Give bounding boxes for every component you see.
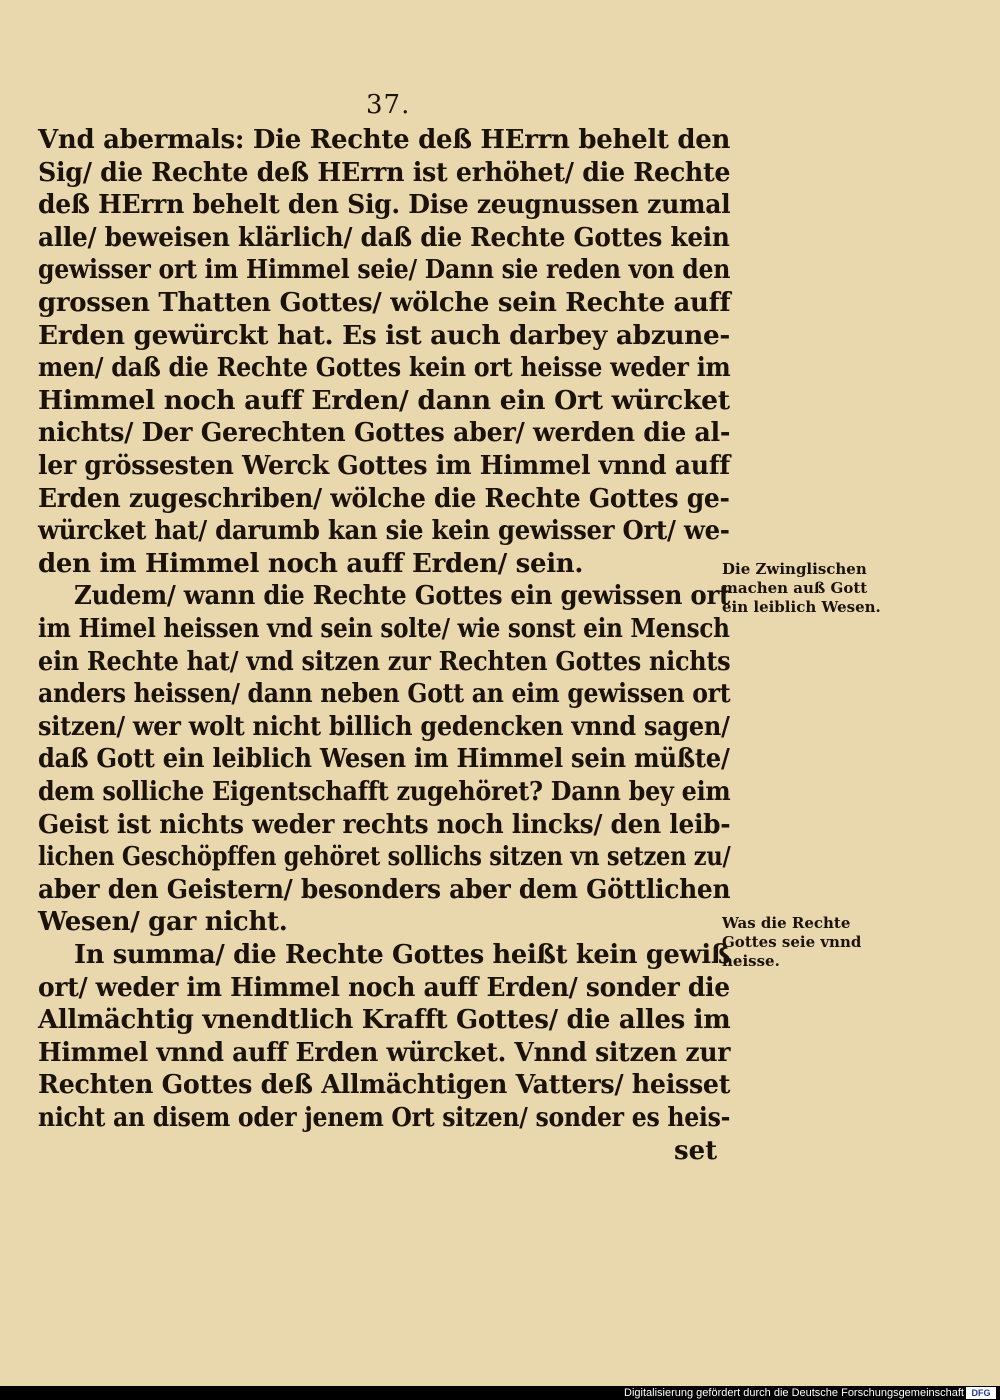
text-line: im Himel heissen vnd sein solte/ wie sonst ein Mensch [38,614,730,644]
text-line: men/ daß die Rechte Gottes kein ort heisse weder im [38,353,731,383]
text-line: aber den Geistern/ besonders aber dem Göttlichen [38,875,731,905]
text-line: Geist ist nichts weder rechts noch lincks/ den leib- [38,810,731,840]
text-line: ein Rechte hat/ vnd sitzen zur Rechten Gottes nichts [38,647,731,677]
text-line: Vnd abermals: Die Rechte deß HErrn behelt den [38,125,731,155]
text-line: anders heissen/ dann neben Gott an eim gewissen ort [38,679,731,709]
marginal-note-zwinglians [722,560,881,617]
marginal-note-line: machen auß Gott [722,579,868,597]
text-line: Sig/ die Rechte deß HErrn ist erhöhet/ die Rechte [38,158,731,188]
text-line: Erden gewürckt hat. Es ist auch darbey abzune- [38,321,731,351]
text-line: dem solliche Eigentschafft zugehöret? Dann bey eim [38,777,731,807]
text-line: Himmel vnnd auff Erden würcket. Vnnd sitzen zur [38,1038,731,1068]
text-line: Rechten Gottes deß Allmächtigen Vatters/ heisset [38,1070,731,1100]
marginal-note-line: ein leiblich Wesen. [722,598,881,616]
marginal-note-line: Was die Rechte [722,914,851,932]
text-line: ort/ weder im Himmel noch auff Erden/ sonder die [38,973,730,1003]
text-line: Himmel noch auff Erden/ dann ein Ort würcket [38,386,730,416]
text-line: lichen Geschöpffen gehöret sollichs sitzen vn setzen zu/ [38,842,731,872]
text-line: Erden zugeschriben/ wölche die Rechte Gottes ge- [38,484,730,514]
marginal-note-line: Gottes seie vnnd [722,933,862,951]
text-line: würcket hat/ darumb kan sie kein gewisser Ort/ we- [38,516,730,546]
marginal-note-right-hand [722,914,861,971]
text-line: sitzen/ wer wolt nicht billich gedencken vnnd sagen/ [38,712,730,742]
text-line: ler grössesten Werck Gottes im Himmel vnnd auff [38,451,730,481]
text-line: gewisser ort im Himmel seie/ Dann sie reden von den [38,255,731,285]
text-line: daß Gott ein leiblich Wesen im Himmel sein müßte/ [38,744,730,774]
text-line: deß HErrn behelt den Sig. Dise zeugnussen zumal [38,190,731,220]
marginal-note-line: heisse. [722,952,780,970]
text-line: Allmächtig vnendtlich Krafft Gottes/ die alles im [38,1005,731,1035]
text-line: Zudem/ wann die Rechte Gottes ein gewissen ort [74,581,731,611]
text-line: In summa/ die Rechte Gottes heißt kein gewiß [74,940,731,970]
text-line: grossen Thatten Gottes/ wölche sein Rechte auff [38,288,731,318]
dfg-logo-icon: DFG [966,1387,996,1399]
page-number: 37. [366,90,411,120]
catchword: set [674,1136,718,1166]
text-line: alle/ beweisen klärlich/ daß die Rechte Gottes kein [38,223,730,253]
text-line: Wesen/ gar nicht. [38,907,288,937]
text-line: nichts/ Der Gerechten Gottes aber/ werden die al- [38,418,731,448]
text-line: den im Himmel noch auff Erden/ sein. [38,549,584,579]
marginal-note-line: Die Zwinglischen [722,560,867,578]
footer-credit: Digitalisierung gefördert durch die Deutsche Forschungsgemeinschaft [0,1386,1000,1400]
text-line: nicht an disem oder jenem Ort sitzen/ sonder es heis- [38,1103,731,1133]
